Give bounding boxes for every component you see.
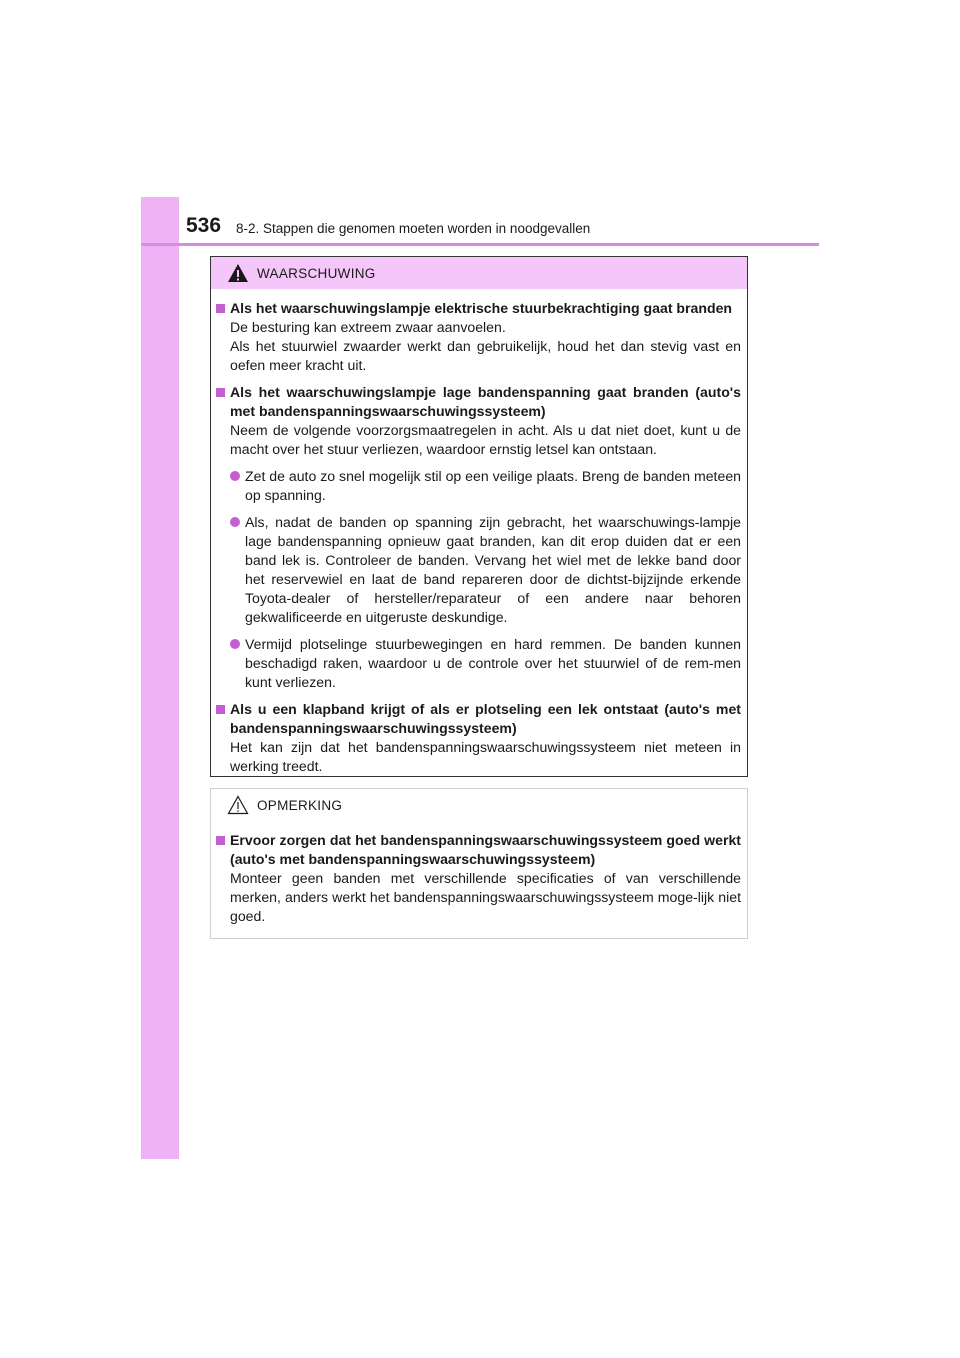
warning-title: WAARSCHUWING [257,265,376,281]
list-item [230,635,741,692]
caution-triangle-icon [227,795,249,815]
section-title: 8-2. Stappen die genomen moeten worden in noodgevallen [236,221,591,236]
warning-item [216,299,741,375]
square-bullet-icon [216,304,225,313]
warning-item-paragraph: Het kan zijn dat het bandenspanningswaarschuwingssysteem niet meteen in werking treedt. [230,739,741,774]
warning-item-paragraph: De besturing kan extreem zwaar aanvoelen. Als het stuurwiel zwaarder werkt dan gebruikelijk, houd het dan stevig vast en oefen meer kracht uit. [230,319,741,373]
bullet-list [216,467,741,692]
round-bullet-icon [230,517,240,527]
page-number: 536 [186,214,222,237]
warning-triangle-icon [227,263,249,283]
round-bullet-icon [230,471,240,481]
warning-item-heading: Als het waarschuwingslampje lage bandenspanning gaat branden (auto's met bandenspanningswaarschuwingssysteem) [230,384,741,419]
note-item [216,831,741,926]
square-bullet-icon [216,388,225,397]
warning-item [216,383,741,692]
square-bullet-icon [216,705,225,714]
warning-header [211,257,747,289]
list-item [230,467,741,505]
note-item-heading: Ervoor zorgen dat het bandenspanningswaarschuwingssysteem goed werkt (auto's met bandenspanningswaarschuwingssysteem) [230,832,741,867]
header-divider [141,243,819,246]
chapter-side-tab [141,197,179,1159]
note-title: OPMERKING [257,797,343,813]
round-bullet-icon [230,639,240,649]
warning-item-heading: Als het waarschuwingslampje elektrische stuurbekrachtiging gaat branden [230,300,733,316]
list-item-text: Vermijd plotselinge stuurbewegingen en hard remmen. De banden kunnen beschadigd raken, waardoor u de controle over het stuurwiel of de rem-men kunt verliezen. [245,636,741,690]
warning-box [210,256,748,777]
list-item [230,513,741,627]
warning-item-heading: Als u een klapband krijgt of als er plotseling een lek ontstaat (auto's met bandenspanningswaarschuwingssysteem) [230,701,741,736]
list-item-text: Zet de auto zo snel mogelijk stil op een veilige plaats. Breng de banden meteen op spanning. [245,468,741,503]
note-item-paragraph: Monteer geen banden met verschillende specificaties of van verschillende merken, anders werkt het bandenspanningswaarschuwingssysteem moge-lijk niet goed. [230,870,741,924]
warning-item-paragraph: Neem de volgende voorzorgsmaatregelen in acht. Als u dat niet doet, kunt u de macht over het stuur verliezen, waardoor ernstig letsel kan ontstaan. [230,422,741,457]
note-box [210,788,748,939]
list-item-text: Als, nadat de banden op spanning zijn gebracht, het waarschuwings-lampje lage bandenspanning opnieuw gaat branden, kan dit erop duiden dat er een band lek is. Controleer de banden. Vervang het wiel met de lekke band door het reservewiel en laat de band repareren door de dichtst-bijzijnde erkende Toyota-dealer of hersteller/reparateur of een andere naar behoren gekwalificeerde en uitgeruste deskundige. [245,514,741,625]
note-header [211,789,747,821]
square-bullet-icon [216,836,225,845]
warning-item [216,700,741,776]
